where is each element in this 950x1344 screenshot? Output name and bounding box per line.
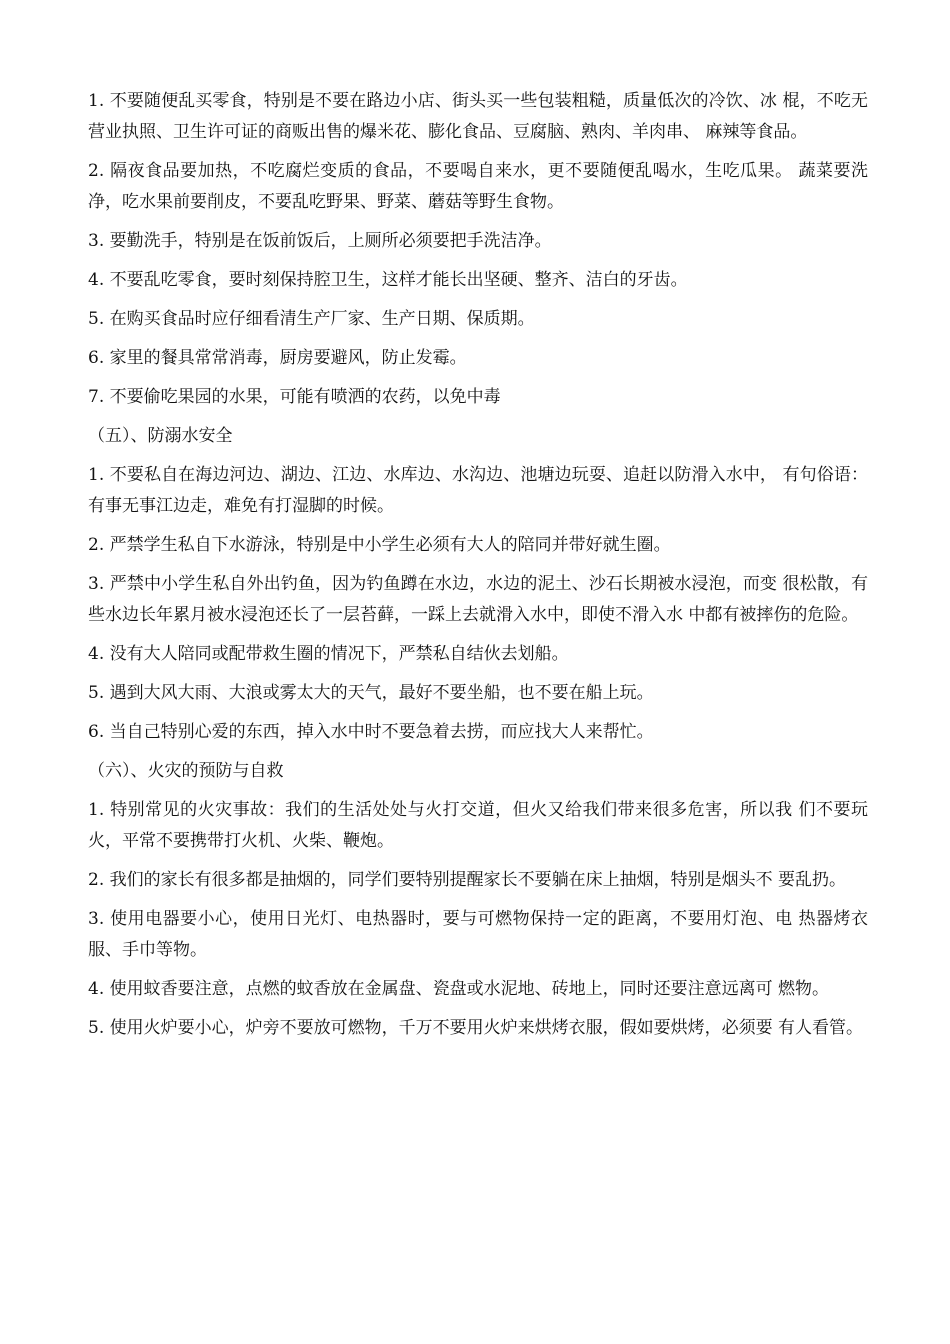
fire-rule-4: 4. 使用蚊香要注意，点燃的蚊香放在金属盘、瓷盘或水泥地、砖地上，同时还要注意远离可 燃物。 — [88, 979, 830, 999]
section-heading-drowning: （五）、防溺水安全 — [88, 426, 233, 446]
drowning-rule-1: 1. 不要私自在海边河边、湖边、江边、水库边、水沟边、池塘边玩耍、追赶以防滑入水中， 有句俗语：有事无事江边走，难免有打湿脚的时候。 — [88, 465, 868, 516]
drowning-rule-6: 6. 当自己特别心爱的东西，掉入水中时不要急着去捞，而应找大人来帮忙。 — [88, 722, 654, 742]
drowning-rule-5: 5. 遇到大风大雨、大浪或雾太大的天气，最好不要坐船，也不要在船上玩。 — [88, 683, 654, 703]
fire-rule-2: 2. 我们的家长有很多都是抽烟的，同学们要特别提醒家长不要躺在床上抽烟，特别是烟头不 要乱扔。 — [88, 870, 847, 890]
fire-rule-1: 1. 特别常见的火灾事故：我们的生活处处与火打交道，但火又给我们带来很多危害，所以我 们不要玩火，平常不要携带打火机、火柴、鞭炮。 — [88, 800, 868, 851]
drowning-rule-3: 3. 严禁中小学生私自外出钓鱼，因为钓鱼蹲在水边，水边的泥土、沙石长期被水浸泡，而变 很松散，有些水边长年累月被水浸泡还长了一层苔藓，一踩上去就滑入水中，即使不滑入水 中都有被摔伤的危险。 — [88, 574, 868, 625]
food-rule-6: 6. 家里的餐具常常消毒，厨房要避风，防止发霉。 — [88, 348, 467, 368]
drowning-rule-4: 4. 没有大人陪同或配带救生圈的情况下，严禁私自结伙去划船。 — [88, 644, 569, 664]
fire-rule-5: 5. 使用火炉要小心，炉旁不要放可燃物，千万不要用火炉来烘烤衣服，假如要烘烤，必须要 有人看管。 — [88, 1018, 864, 1038]
drowning-rule-2: 2. 严禁学生私自下水游泳，特别是中小学生必须有大人的陪同并带好就生圈。 — [88, 535, 671, 555]
food-rule-4: 4. 不要乱吃零食，要时刻保持腔卫生，这样才能长出坚硬、整齐、洁白的牙齿。 — [88, 270, 688, 290]
food-rule-1: 1. 不要随便乱买零食，特别是不要在路边小店、街头买一些包装粗糙，质量低次的冷饮、冰 棍，不吃无营业执照、卫生许可证的商贩出售的爆米花、膨化食品、豆腐脑、熟肉、羊肉串、 麻辣等食品。 — [88, 91, 868, 142]
food-rule-2: 2. 隔夜食品要加热，不吃腐烂变质的食品，不要喝自来水，更不要随便乱喝水，生吃瓜果。 蔬菜要洗净，吃水果前要削皮，不要乱吃野果、野菜、蘑菇等野生食物。 — [88, 161, 868, 212]
food-rule-7: 7. 不要偷吃果园的水果，可能有喷洒的农药，以免中毒 — [88, 387, 501, 407]
food-rule-3: 3. 要勤洗手，特别是在饭前饭后，上厕所必须要把手洗洁净。 — [88, 231, 552, 251]
fire-rule-3: 3. 使用电器要小心，使用日光灯、电热器时，要与可燃物保持一定的距离，不要用灯泡、电 热器烤衣服、手巾等物。 — [88, 909, 868, 960]
food-rule-5: 5. 在购买食品时应仔细看清生产厂家、生产日期、保质期。 — [88, 309, 535, 329]
section-heading-fire: （六）、火灾的预防与自救 — [88, 761, 284, 781]
